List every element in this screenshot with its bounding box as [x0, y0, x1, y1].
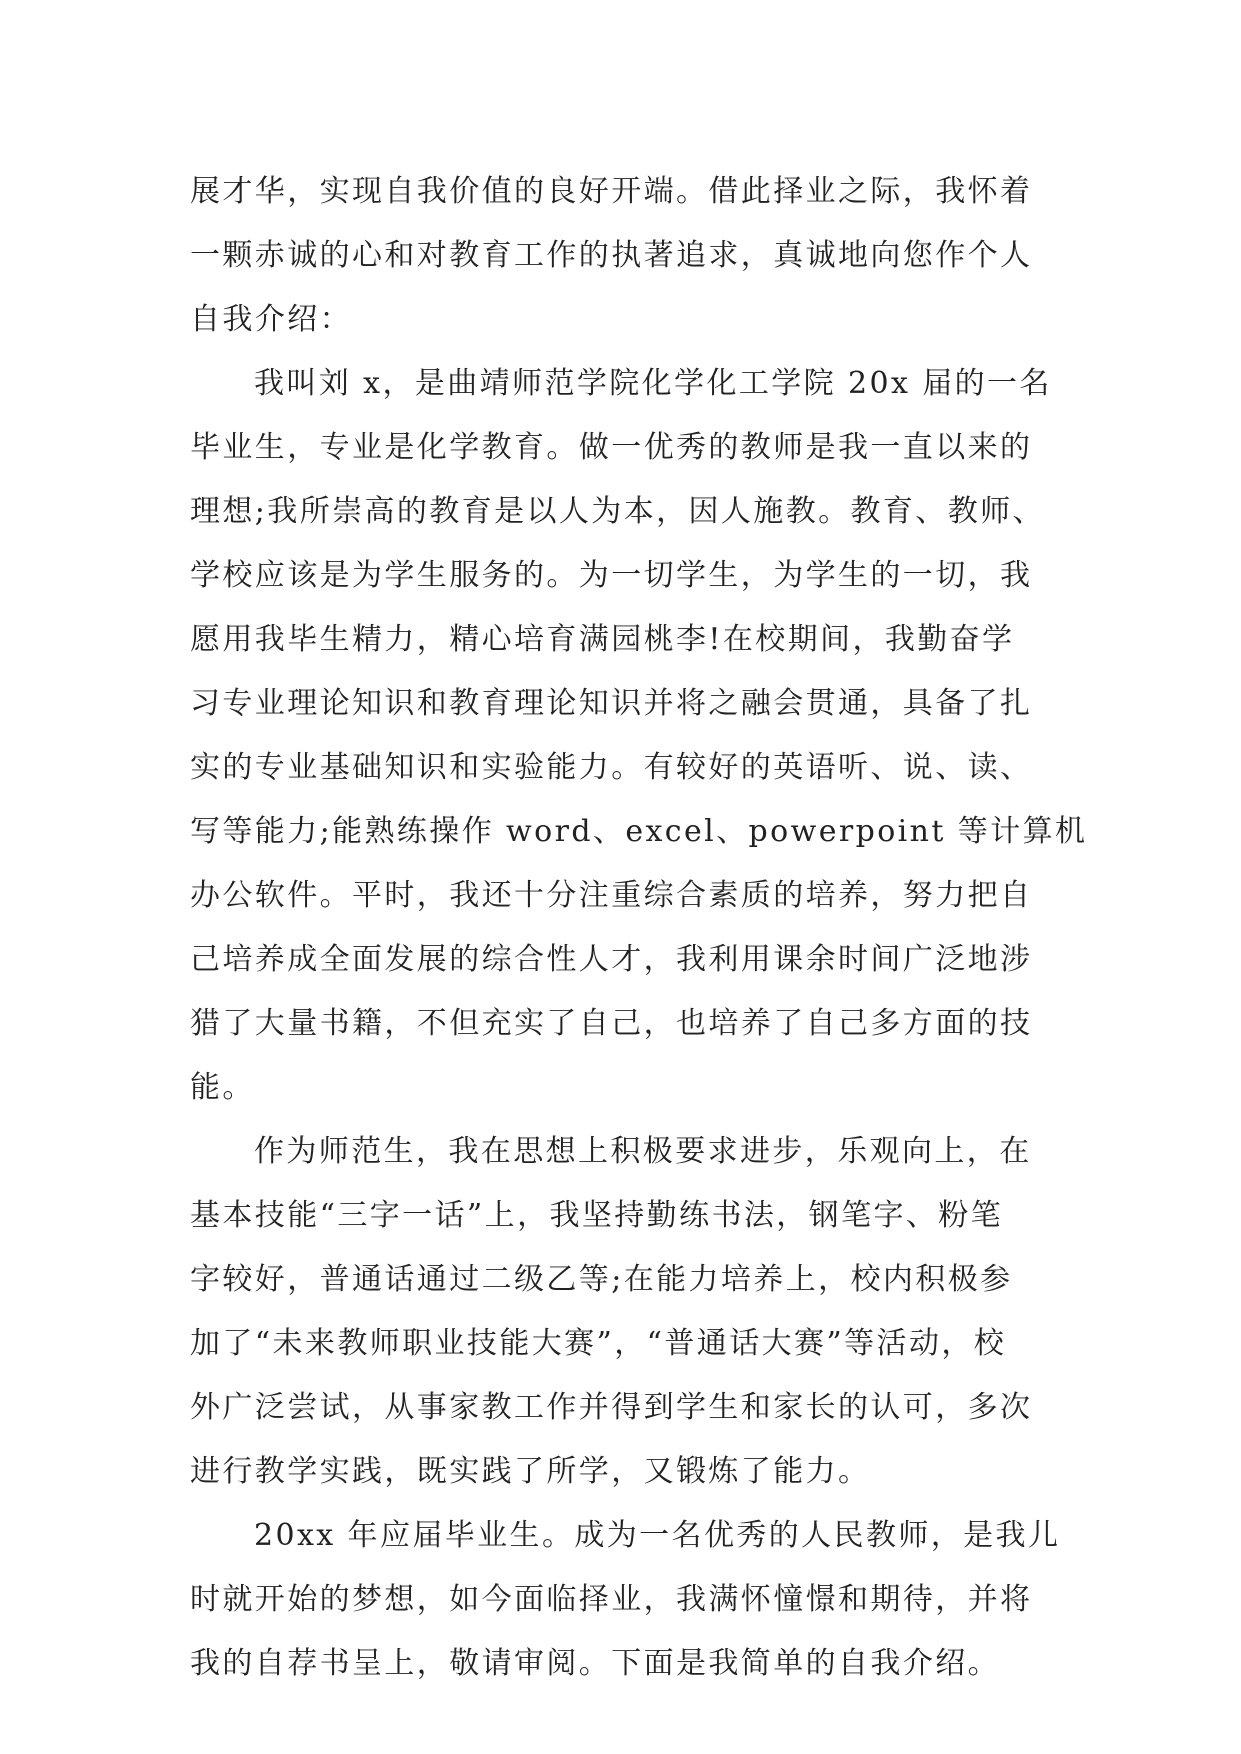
text-line: 时就开始的梦想，如今面临择业，我满怀憧憬和期待，并将	[190, 1582, 1033, 1617]
text-line: 猎了大量书籍，不但充实了自己，也培养了自己多方面的技	[190, 1006, 1033, 1041]
text-line: 己培养成全面发展的综合性人才，我利用课余时间广泛地涉	[190, 942, 1033, 977]
text-line: 外广泛尝试，从事家教工作并得到学生和家长的认可，多次	[190, 1390, 1033, 1425]
text-line: 加了“未来教师职业技能大赛”，“普通话大赛”等活动，校	[190, 1326, 1007, 1361]
text-line: 理想;我所崇高的教育是以人为本，因人施教。教育、教师、	[190, 494, 1045, 529]
text-line: 毕业生，专业是化学教育。做一优秀的教师是我一直以来的	[190, 430, 1033, 465]
text-line: 学校应该是为学生服务的。为一切学生，为学生的一切，我	[190, 558, 1033, 593]
paragraph-first-line: 20xx 年应届毕业生。成为一名优秀的人民教师，是我儿	[254, 1518, 1061, 1553]
text-line: 实的专业基础知识和实验能力。有较好的英语听、说、读、	[190, 750, 1033, 785]
text-line: 办公软件。平时，我还十分注重综合素质的培养，努力把自	[190, 878, 1033, 913]
text-line: 愿用我毕生精力，精心培育满园桃李!在校期间，我勤奋学	[190, 622, 1015, 657]
paragraph-first-line: 作为师范生，我在思想上积极要求进步，乐观向上，在	[254, 1134, 1032, 1169]
text-line: 展才华，实现自我价值的良好开端。借此择业之际，我怀着	[190, 174, 1033, 209]
text-line: 写等能力;能熟练操作 word、excel、powerpoint 等计算机	[190, 814, 1088, 849]
text-line: 基本技能“三字一话”上，我坚持勤练书法，钢笔字、粉笔	[190, 1198, 1004, 1233]
text-line: 自我介绍：	[190, 302, 352, 337]
text-line: 字较好，普通话通过二级乙等;在能力培养上，校内积极参	[190, 1262, 1013, 1297]
text-line: 进行教学实践，既实践了所学，又锻炼了能力。	[190, 1454, 871, 1489]
text-line: 我的自荐书呈上，敬请审阅。下面是我简单的自我介绍。	[190, 1646, 1000, 1681]
paragraph-first-line: 我叫刘 x，是曲靖师范学院化学化工学院 20x 届的一名	[254, 366, 1052, 401]
body-text	[190, 160, 1088, 1696]
text-line: 一颗赤诚的心和对教育工作的执著追求，真诚地向您作个人	[190, 238, 1033, 273]
text-line: 能。	[190, 1070, 255, 1105]
text-line: 习专业理论知识和教育理论知识并将之融会贯通，具备了扎	[190, 686, 1033, 721]
